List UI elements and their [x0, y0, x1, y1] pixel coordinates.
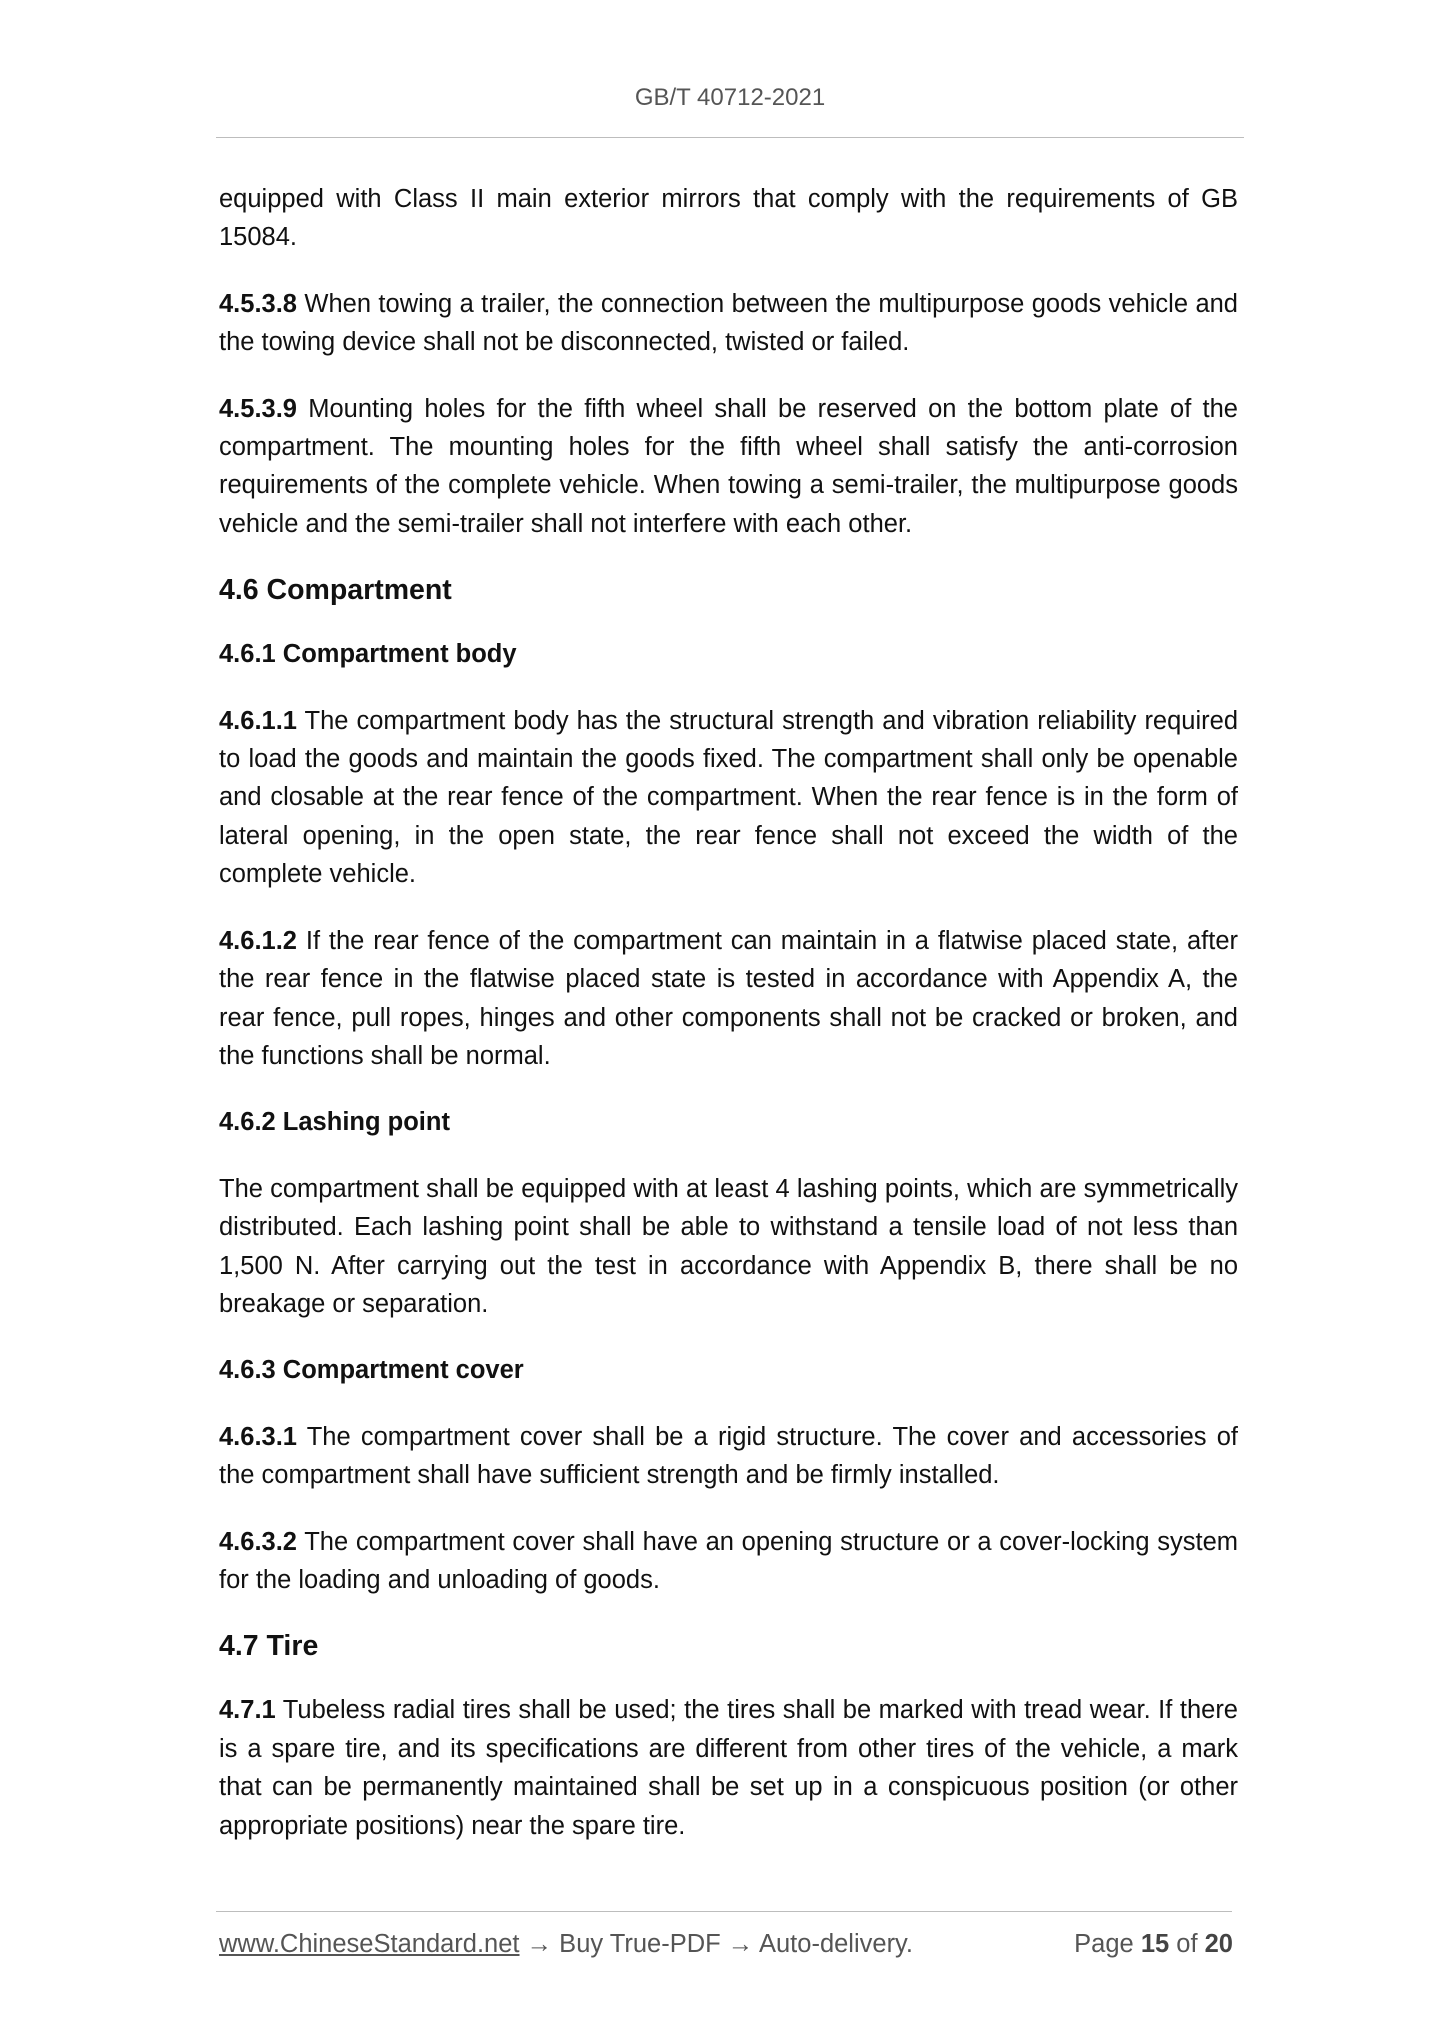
page-footer — [219, 1930, 1233, 1970]
header-divider — [216, 137, 1244, 138]
clause-paragraph — [219, 702, 1238, 894]
clause-number: 4.5.3.8 — [219, 289, 297, 318]
clause-paragraph — [219, 1523, 1238, 1600]
clause-text: When towing a trailer, the connection between the multipurpose goods vehicle and the towing device shall not be disconnected, twisted or failed. — [219, 289, 1238, 357]
clause-paragraph — [219, 285, 1238, 362]
clause-text: If the rear fence of the compartment can maintain in a flatwise placed state, after the rear fence in the flatwise placed state is tested in accordance with Appendix A, the rear fence, pull ropes, hinges and other components shall not be cracked or broken, and the functions shall be normal. — [219, 926, 1238, 1070]
footer-promo-text: → Buy True-PDF → Auto-delivery. — [519, 1930, 913, 1958]
page-total: 20 — [1204, 1930, 1233, 1958]
page-label: Page — [1074, 1930, 1141, 1958]
clause-text: The compartment body has the structural strength and vibration reliability required to load the goods and maintain the goods fixed. The compartment shall only be openable and closable at the rear fence of the compartment. When the rear fence is in the form of lateral opening, in the open state, the rear fence shall not exceed the width of the complete vehicle. — [219, 706, 1238, 889]
subsection-heading: 4.6.3 Compartment cover — [219, 1356, 524, 1385]
clause-text: The compartment shall be equipped with at least 4 lashing points, which are symmetrically distributed. Each lashing point shall be able to withstand a tensile load of not less than 1,500 N. After carrying out the test in accordance with Appendix B, there shall be no breakage or separation. — [219, 1174, 1238, 1318]
footer-divider — [216, 1911, 1232, 1912]
clause-text: Tubeless radial tires shall be used; the tires shall be marked with tread wear. If there is a spare tire, and its specifications are different from other tires of the vehicle, a mark that can be permanently maintained shall be set up in a conspicuous position (or other appropriate positions) near the spare tire. — [219, 1696, 1238, 1840]
page-current: 15 — [1140, 1930, 1170, 1958]
clause-number: 4.6.1.2 — [219, 926, 297, 955]
page-of-label: of — [1169, 1930, 1205, 1958]
clause-paragraph — [219, 1418, 1238, 1495]
clause-number: 4.6.1.1 — [219, 706, 297, 735]
clause-paragraph — [219, 180, 1238, 257]
section-heading: 4.7 Tire — [219, 1630, 319, 1663]
clause-paragraph — [219, 922, 1238, 1076]
section-heading: 4.6 Compartment — [219, 574, 452, 607]
clause-paragraph — [219, 1170, 1238, 1324]
document-body — [219, 180, 1238, 1873]
footer-promo — [219, 1930, 913, 1959]
clause-number: 4.6.3.2 — [219, 1527, 297, 1556]
website-link[interactable]: www.ChineseStandard.net — [219, 1930, 520, 1958]
clause-text: Mounting holes for the fifth wheel shall be reserved on the bottom plate of the compartment. The mounting holes for the fifth wheel shall satisfy the anti-corrosion requirements of the complete vehicle. When towing a semi-trailer, the multipurpose goods vehicle and the semi-trailer shall not interfere with each other. — [219, 394, 1238, 538]
page-indicator — [1074, 1930, 1233, 1959]
subsection-heading: 4.6.1 Compartment body — [219, 640, 517, 669]
clause-number: 4.6.3.1 — [219, 1422, 297, 1451]
clause-text: The compartment cover shall be a rigid structure. The cover and accessories of the compartment shall have sufficient strength and be firmly installed. — [219, 1422, 1238, 1490]
clause-text: equipped with Class II main exterior mirrors that comply with the requirements of GB 15084. — [219, 185, 1238, 252]
clause-text: The compartment cover shall have an opening structure or a cover-locking system for the loading and unloading of goods. — [219, 1527, 1238, 1594]
clause-number: 4.7.1 — [219, 1696, 276, 1725]
document-header-id: GB/T 40712-2021 — [634, 84, 826, 111]
clause-paragraph — [219, 1691, 1238, 1845]
subsection-heading: 4.6.2 Lashing point — [219, 1108, 450, 1137]
clause-paragraph — [219, 390, 1238, 544]
clause-number: 4.5.3.9 — [219, 394, 297, 423]
